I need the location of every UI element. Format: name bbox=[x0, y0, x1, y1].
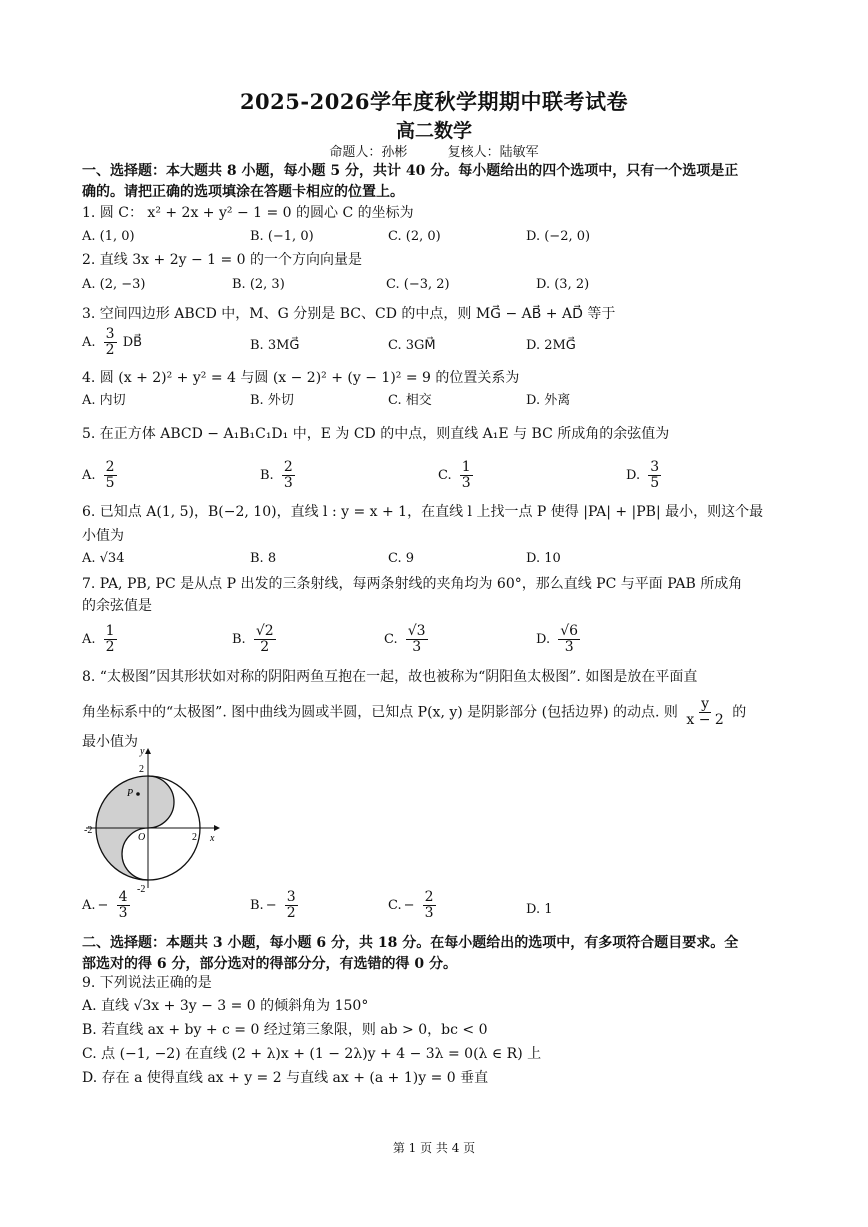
q4-option-d: D. 外离 bbox=[526, 393, 571, 408]
q8-stem-line2-text: 角坐标系中的“太极图”. 图中曲线为圆或半圆，已知点 P(x, y) 是阴影部分 (包括边界) 的动点. 则 bbox=[82, 704, 678, 721]
q1-option-c: C. (2, 0) bbox=[388, 229, 441, 244]
fraction-numerator: 2 bbox=[283, 459, 293, 475]
point-p bbox=[136, 792, 140, 796]
q2-stem: 2. 直线 3x + 2y − 1 = 0 的一个方向向量是 bbox=[82, 252, 363, 268]
tick-y-pos: 2 bbox=[139, 764, 144, 775]
q2-option-c: C. (−3, 2) bbox=[386, 277, 450, 292]
q7-option-d bbox=[536, 624, 582, 655]
q5-stem: 5. 在正方体 ABCD − A₁B₁C₁D₁ 中，E 为 CD 的中点，则直线 A₁E 与 BC 所成角的余弦值为 bbox=[82, 426, 670, 442]
q7-option-c bbox=[384, 624, 430, 655]
q8-stem-line2 bbox=[82, 697, 746, 728]
q3-option-b: B. 3MG⃗ bbox=[250, 338, 300, 353]
tick-x-neg: -2 bbox=[84, 825, 93, 836]
q6-option-a: A. √34 bbox=[82, 551, 125, 566]
q4-option-b: B. 外切 bbox=[250, 393, 294, 408]
section2-intro-line1: 二、选择题：本题共 3 小题，每小题 6 分，共 18 分。在每小题给出的选项中，有多项符合题目要求。全 bbox=[82, 935, 739, 951]
author-name: 命题人：孙彬 bbox=[329, 145, 408, 160]
fraction-numerator: 4 bbox=[118, 889, 128, 905]
fraction-denominator: 5 bbox=[105, 475, 115, 491]
fraction-denominator: 3 bbox=[461, 475, 471, 491]
fraction-denominator: 3 bbox=[564, 639, 574, 655]
option-fraction bbox=[282, 460, 295, 491]
option-label: B. bbox=[250, 897, 264, 913]
tick-y-neg: -2 bbox=[137, 884, 146, 895]
exam-title: 2025-2026学年度秋学期期中联考试卷 bbox=[239, 89, 629, 114]
minus-sign: − bbox=[403, 897, 415, 913]
q3-option-a-label: A. bbox=[82, 334, 96, 350]
q8-stem-line2-tail: 的 bbox=[732, 704, 747, 721]
minus-sign: − bbox=[265, 897, 277, 913]
q8-stem-fraction bbox=[684, 697, 725, 728]
fraction-numerator: y bbox=[701, 696, 710, 712]
q6-option-d: D. 10 bbox=[526, 551, 561, 566]
section1-intro-line2: 确的。请把正确的选项填涂在答题卡相应的位置上。 bbox=[82, 184, 404, 200]
q3-option-c: C. 3GM⃗ bbox=[388, 338, 436, 353]
fraction-denominator: x − 2 bbox=[686, 712, 724, 728]
fraction-denominator: 2 bbox=[105, 639, 115, 655]
origin-label: O bbox=[138, 832, 146, 843]
q6-option-b: B. 8 bbox=[250, 551, 277, 566]
q9-option-a: A. 直线 √3x + 3y − 3 = 0 的倾斜角为 150° bbox=[82, 998, 369, 1014]
q2-option-a: A. (2, −3) bbox=[82, 277, 146, 292]
option-fraction bbox=[423, 890, 436, 921]
option-fraction bbox=[460, 460, 473, 491]
exam-subject: 高二数学 bbox=[395, 120, 472, 142]
option-fraction bbox=[558, 624, 580, 655]
q8-option-c bbox=[388, 890, 438, 921]
q4-stem: 4. 圆 (x + 2)² + y² = 4 与圆 (x − 2)² + (y − 1)² = 9 的位置关系为 bbox=[82, 370, 520, 386]
option-fraction bbox=[254, 624, 276, 655]
q8-stem-line1: 8. “太极图”因其形状如对称的阴阳两鱼互抱在一起，故也被称为“阴阳鱼太极图”. 如图是放在平面直 bbox=[82, 669, 698, 685]
fraction-denominator: 3 bbox=[118, 905, 128, 921]
q2-option-b: B. (2, 3) bbox=[232, 277, 285, 292]
option-label: A. bbox=[82, 897, 96, 913]
y-axis-label: y bbox=[140, 746, 145, 757]
q3-stem: 3. 空间四边形 ABCD 中，M、G 分别是 BC、CD 的中点，则 MG⃗ − AB⃗ + AD⃗ 等于 bbox=[82, 306, 616, 322]
option-fraction bbox=[104, 624, 117, 655]
option-fraction bbox=[117, 890, 130, 921]
reviewer-name: 复核人：陆敏军 bbox=[447, 145, 539, 160]
option-label: C. bbox=[438, 467, 452, 483]
q8-option-b bbox=[250, 890, 300, 921]
authors-line bbox=[0, 141, 868, 160]
option-label: D. bbox=[536, 631, 551, 647]
minus-sign: − bbox=[97, 897, 109, 913]
fraction-denominator: 3 bbox=[424, 905, 434, 921]
fraction-denominator: 2 bbox=[260, 639, 270, 655]
section2-intro-line2: 部选对的得 6 分，部分选对的得部分分，有选错的得 0 分。 bbox=[82, 956, 457, 972]
q5-option-a bbox=[82, 460, 119, 491]
q3-option-a bbox=[82, 327, 142, 358]
q1-stem: 1. 圆 C： x² + 2x + y² − 1 = 0 的圆心 C 的坐标为 bbox=[82, 205, 414, 221]
fraction-numerator: 1 bbox=[105, 623, 115, 639]
point-p-label: P bbox=[127, 788, 134, 799]
taiji-figure bbox=[82, 746, 222, 900]
q5-option-c bbox=[438, 460, 475, 491]
q6-stem-line2: 小值为 bbox=[82, 528, 124, 544]
q4-option-a: A. 内切 bbox=[82, 393, 126, 408]
option-label: A. bbox=[82, 467, 96, 483]
q7-stem-line2: 的余弦值是 bbox=[82, 598, 152, 614]
option-label: A. bbox=[82, 631, 96, 647]
option-label: B. bbox=[232, 631, 246, 647]
q3-option-a-vector: DB⃗ bbox=[122, 335, 143, 350]
fraction-numerator: 1 bbox=[461, 459, 471, 475]
q4-option-c: C. 相交 bbox=[388, 393, 432, 408]
fraction-denominator: 3 bbox=[283, 475, 293, 491]
q7-option-b bbox=[232, 624, 278, 655]
q1-option-a: A. (1, 0) bbox=[82, 229, 135, 244]
fraction-numerator: 3 bbox=[650, 459, 660, 475]
option-fraction bbox=[104, 460, 117, 491]
option-label: C. bbox=[384, 631, 398, 647]
fraction-denominator: 3 bbox=[412, 639, 422, 655]
fraction-numerator: √6 bbox=[560, 623, 579, 639]
page-footer: 第 1 页 共 4 页 bbox=[392, 1141, 476, 1155]
q7-option-a bbox=[82, 624, 119, 655]
q3-option-d: D. 2MG⃗ bbox=[526, 338, 576, 353]
q9-stem: 9. 下列说法正确的是 bbox=[82, 975, 212, 991]
q9-option-b: B. 若直线 ax + by + c = 0 经过第三象限，则 ab > 0，bc < 0 bbox=[82, 1022, 488, 1038]
fraction-numerator: 3 bbox=[105, 326, 115, 342]
option-fraction bbox=[285, 890, 298, 921]
q9-option-c: C. 点 (−1, −2) 在直线 (2 + λ)x + (1 − 2λ)y + 4 − 3λ = 0(λ ∈ R) 上 bbox=[82, 1046, 542, 1062]
fraction-numerator: √2 bbox=[255, 623, 274, 639]
q7-stem-line1: 7. PA, PB, PC 是从点 P 出发的三条射线，每两条射线的夹角均为 60°，那么直线 PC 与平面 PAB 所成角 bbox=[82, 576, 743, 592]
x-axis-arrow bbox=[214, 825, 220, 831]
q6-stem-line1: 6. 已知点 A(1, 5)，B(−2, 10)，直线 l : y = x + 1，在直线 l 上找一点 P 使得 |PA| + |PB| 最小，则这个最 bbox=[82, 504, 764, 520]
fraction-numerator: 2 bbox=[105, 459, 115, 475]
fraction-denominator: 2 bbox=[105, 342, 115, 358]
fraction-denominator: 2 bbox=[286, 905, 296, 921]
fraction-numerator: 3 bbox=[286, 889, 296, 905]
option-fraction bbox=[648, 460, 661, 491]
fraction-denominator: 5 bbox=[650, 475, 660, 491]
tick-x-pos: 2 bbox=[192, 832, 197, 843]
q3-option-a-fraction bbox=[104, 327, 117, 358]
taiji-diagram bbox=[82, 746, 222, 896]
x-axis-label: x bbox=[210, 833, 215, 844]
q5-option-b bbox=[260, 460, 297, 491]
y-axis-arrow bbox=[145, 748, 151, 754]
option-label: D. bbox=[626, 467, 641, 483]
q9-option-d: D. 存在 a 使得直线 ax + y = 2 与直线 ax + (a + 1)y = 0 垂直 bbox=[82, 1070, 489, 1086]
q8-stem-line3: 最小值为 bbox=[82, 734, 138, 750]
q2-option-d: D. (3, 2) bbox=[536, 277, 590, 292]
q8-option-a bbox=[82, 890, 132, 921]
fraction-numerator: √3 bbox=[407, 623, 426, 639]
section1-intro-line1: 一、选择题：本大题共 8 小题，每小题 5 分，共计 40 分。每小题给出的四个选项中，只有一个选项是正 bbox=[82, 163, 739, 179]
q8-option-d: D. 1 bbox=[526, 902, 553, 917]
fraction-numerator: 2 bbox=[424, 889, 434, 905]
option-fraction bbox=[406, 624, 428, 655]
q5-option-d bbox=[626, 460, 663, 491]
q1-option-b: B. (−1, 0) bbox=[250, 229, 314, 244]
q1-option-d: D. (−2, 0) bbox=[526, 229, 591, 244]
q6-option-c: C. 9 bbox=[388, 551, 415, 566]
option-label: C. bbox=[388, 897, 402, 913]
option-label: B. bbox=[260, 467, 274, 483]
